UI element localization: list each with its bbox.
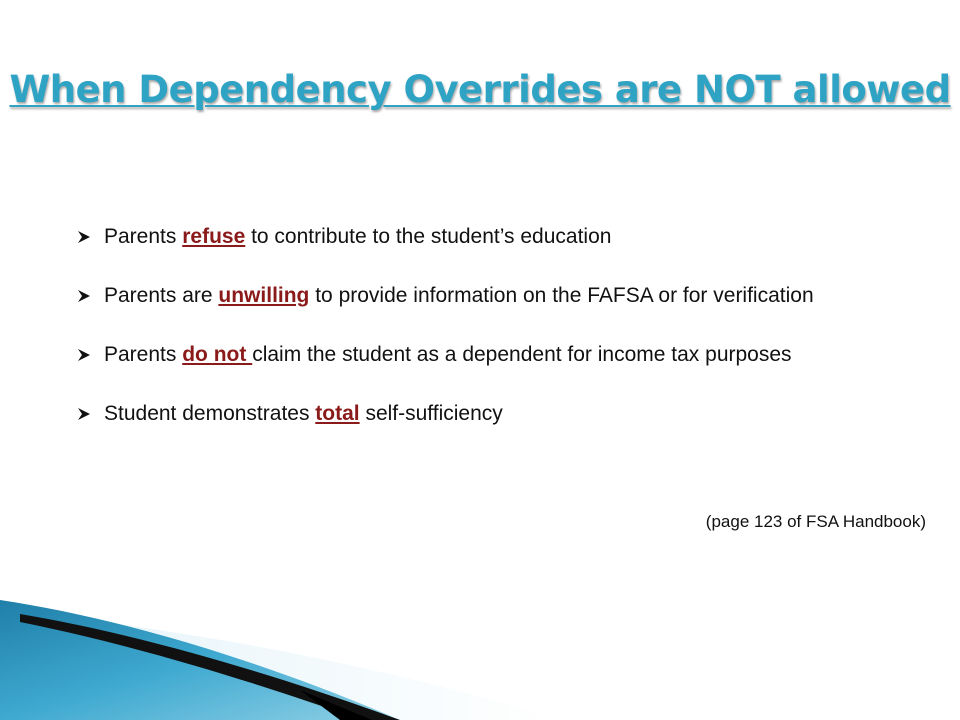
bullet-text: Parents (104, 343, 183, 366)
bullet-text: to contribute to the student’s education (245, 225, 612, 248)
bullet-text: Parents are (104, 284, 219, 307)
bullet-item-refuse (78, 220, 814, 279)
arrow-bullet-icon (78, 349, 90, 361)
bullet-item-total (78, 397, 814, 456)
bullet-list (78, 220, 814, 456)
bullet-text: self-sufficiency (359, 402, 503, 425)
corner-dark-stripe (20, 614, 400, 720)
corner-light-wave (0, 610, 560, 720)
bullet-item-do-not (78, 338, 814, 397)
citation: (page 123 of FSA Handbook) (705, 512, 926, 531)
arrow-bullet-icon (78, 290, 90, 302)
bullet-text: Student demonstrates (104, 402, 316, 425)
bullet-text: Parents (104, 225, 183, 248)
slide-title: When Dependency Overrides are NOT allowed (9, 68, 951, 111)
bullet-text: claim the student as a dependent for income tax purposes (252, 343, 792, 366)
bullet-highlight: total (315, 402, 360, 425)
bullet-item-unwilling (78, 279, 814, 338)
arrow-bullet-icon (78, 408, 90, 420)
bullet-highlight: refuse (182, 225, 246, 248)
corner-teal-wave (0, 600, 400, 720)
bullet-highlight: unwilling (218, 284, 310, 307)
bullet-text: to provide information on the FAFSA or for verification (309, 284, 814, 307)
bullet-highlight: do not (182, 343, 253, 366)
corner-dark-tip (300, 690, 372, 720)
arrow-bullet-icon (78, 231, 90, 243)
